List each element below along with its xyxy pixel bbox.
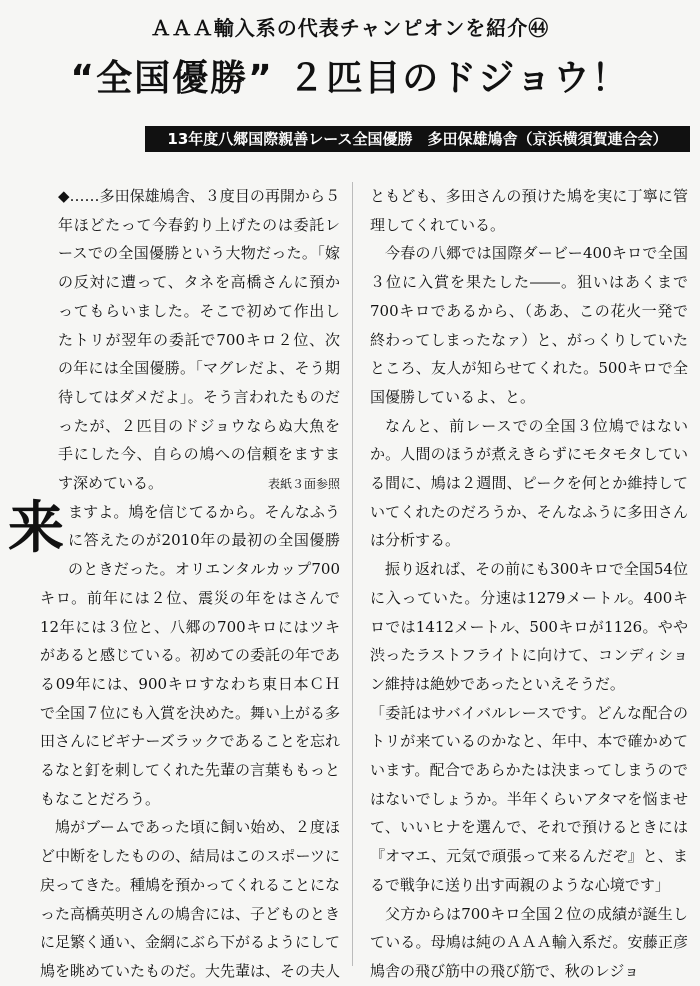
left-column bbox=[8, 182, 341, 986]
right-column bbox=[370, 182, 688, 986]
byline-bar: 13年度八郷国際親善レース全国優勝 多田保雄鳩舎（京浜横須賀連合会） bbox=[145, 126, 690, 152]
cover-reference: 表紙３面参照 bbox=[267, 476, 340, 491]
right-paragraph-1: ともども、多田さんの預けた鳩を実に丁寧に管理してくれている。 bbox=[370, 187, 688, 234]
right-paragraph-6: 父方からは700キロ全国２位の成績が誕生している。母鳩は純のＡＡＡ輸入系だ。安藤正彦鳩舎の飛び筋中の飛び筋で、秋のレジョ bbox=[370, 904, 688, 980]
kicker: ＡＡＡ輸入系の代表チャンピオンを紹介㊹ bbox=[150, 16, 550, 40]
right-paragraph-2: 今春の八郷では国際ダービー400キロで全国３位に入賞を果たした――。狙いはあくまで700キロであるから、（ああ、この花火一発で終わってしまったなァ）と、がっくりしていたところ、友人が知らせてくれた。500キロで全国優勝しているよ、と。 bbox=[370, 244, 688, 406]
intro-paragraph: ◆……多田保雄鳩舎、３度目の再開から５年ほどたって今春釣り上げたのは委託レースでの全国優勝という大物だった。「嫁の反対に遭って、タネを高橋さんに預かってもらいました。そこで初めて作出したトリが翌年の委託で700キロ２位、次の年には全国優勝。「マグレだよ、そう期待してはダメだよ」。そう言われたものだったが、２匹目のドジョウならぬ大魚を手にした今、自らの鳩への信頼をますます深めている。 bbox=[58, 187, 340, 493]
body-paragraph-1 bbox=[8, 494, 341, 814]
column-divider bbox=[352, 182, 353, 966]
headline: “全国優勝” ２匹目のドジョウ！ bbox=[70, 58, 630, 99]
dropcap: 来 bbox=[8, 494, 64, 561]
body-text-1: ますよ。鳩を信じてるから。そんなふうに答えたのが2010年の最初の全国優勝のときだった。オリエンタルカップ700キロ。前年には２位、震災の年をはさんで12年には３位と、八郷の700キロにはツキがあると感じている。初めての委託の年である09年には、900キロすなわち東日本ＣＨで全国７位にも入賞を決めた。舞い上がる多田さんにビギナーズラックであることを忘れるなと釘を刺してくれた先輩の言葉ももっともなことだろう。 bbox=[40, 502, 341, 808]
body-paragraph-2: 鳩がブームであった頃に飼い始め、２度ほど中断をしたものの、結局はこのスポーツに戻ってきた。種鳩を預かってくれることになった高橋英明さんの鳩舎には、子どものときに足繁く通い、金網にぶら下がるようにして鳩を眺めていたものだ。大先輩は、その夫人 bbox=[40, 818, 341, 980]
right-paragraph-3: なんと、前レースでの全国３位鳩ではないか。人間のほうが煮えきらずにモタモタしている間に、鳩は２週間、ピークを何とか維持していてくれたのだろうか、そんなふうに多田さんは分析する。 bbox=[370, 416, 688, 550]
right-paragraph-5: 「委託はサバイバルレースです。どんな配合のトリが来ているのかなと、年中、本で確かめています。配合であらかたは決まってしまうのではないでしょうか。半年くらいアタマを悩ませて、いいヒナを選んで、それで預けるときには『オマエ、元気で頑張って来るんだぞ』と、まるで戦争に送り出す両親のような心境です」 bbox=[370, 703, 688, 894]
right-paragraph-4: 振り返れば、その前にも300キロで全国54位に入っていた。分速は1279メートル。400キロでは1412メートル、500キロが1126。やや渋ったラストフライトに向けて、コンディション維持は絶妙であったといえそうだ。 bbox=[370, 560, 688, 693]
